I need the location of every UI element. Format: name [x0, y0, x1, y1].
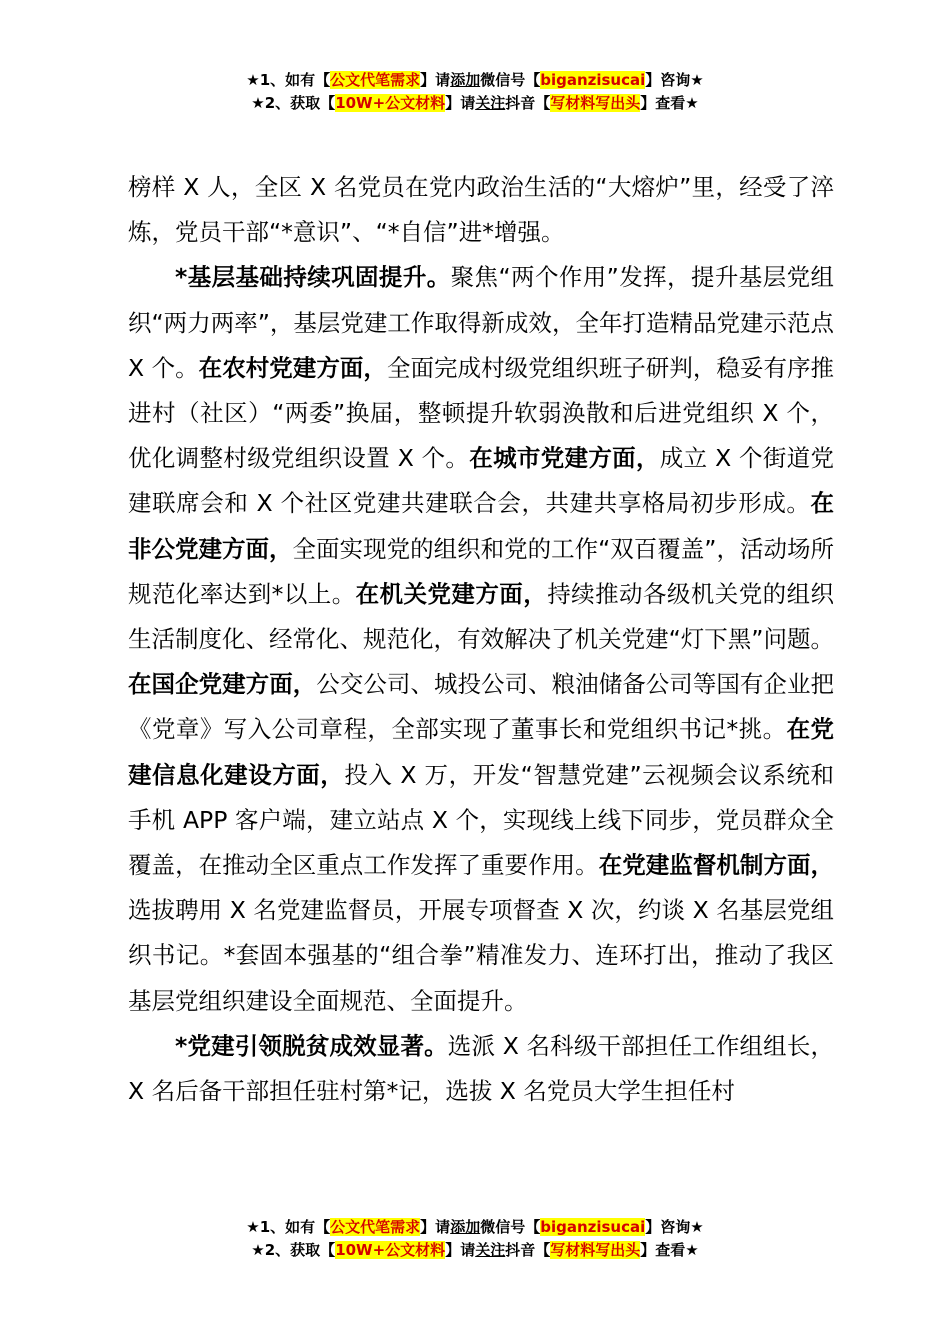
subsection-heading: 在机关党建方面， [355, 579, 548, 608]
document-body [128, 165, 834, 1114]
subsection-heading: 在国企党建方面， [128, 670, 317, 699]
banner-highlight: biganzisucai [540, 71, 646, 89]
banner-text: 】查看★ [640, 1241, 699, 1259]
banner-highlight: 公文代笔需求 [330, 1218, 421, 1236]
banner-highlight: 10W+公文材料 [335, 1241, 446, 1259]
paragraph-text: 全面实现党的组织和党的工作“双百覆盖”，活动场所规范化率达到*以上。 [128, 534, 835, 608]
subsection-heading: 在农村党建方面， [198, 353, 387, 382]
paragraph-heading: *党建引领脱贫成效显著。 [175, 1031, 448, 1060]
banner-underlined: 添加 [450, 71, 481, 89]
banner-text: 】咨询★ [645, 71, 704, 89]
paragraph-heading: *基层基础持续巩固提升。 [175, 263, 451, 292]
paragraph-text: 选拔聘用 X 名党建监督员，开展专项督查 X 次，约谈 X 名基层党组织书记。*套固本强基的“组合拳”精准发力、连环打出，推动了我区基层党组织建设全面规范、全面提升。 [128, 896, 834, 1015]
banner-text: 】请 [420, 1218, 451, 1236]
banner-text: 微信号【 [480, 1218, 541, 1236]
paragraph-text: 投入 X 万，开发“智慧党建”云视频会议系统和手机 APP 客户端，建立站点 X 个，实现线上线下同步，党员群众全覆盖，在推动全区重点工作发挥了重要作用。 [128, 760, 835, 880]
banner-text: ★1、如有【 [246, 1218, 331, 1236]
banner-text: 】请 [420, 71, 451, 89]
banner-line-2 [0, 92, 950, 115]
banner-underlined: 添加 [450, 1218, 481, 1236]
footer-banner [0, 1216, 950, 1262]
banner-text: 抖音【 [505, 94, 551, 112]
banner-highlight: biganzisucai [540, 1218, 646, 1236]
paragraph-text: 聚焦“两个作用”发挥，提升基层党组织“两力两率”，基层党建工作取得新成效，全年打造精品党建示范点 X 个。 [128, 263, 834, 382]
paragraph-text: 持续推动各级机关党的组织生活制度化、经常化、规范化，有效解决了机关党建“灯下黑”问题。 [128, 579, 835, 654]
banner-text: 】请 [445, 94, 476, 112]
subsection-heading: 在党建信息化建设方面， [128, 715, 835, 789]
banner-underlined: 关注 [475, 1241, 506, 1259]
banner-highlight: 写材料写出头 [550, 94, 641, 112]
banner-text: 】查看★ [640, 94, 699, 112]
banner-line-2 [0, 1239, 950, 1262]
banner-text: ★1、如有【 [246, 71, 331, 89]
subsection-heading: 在党建监督机制方面， [598, 851, 835, 880]
paragraph-text: 公交公司、城投公司、粮油储备公司等国有企业把《党章》写入公司章程，全部实现了董事长和党组织书记*挑。 [128, 670, 835, 744]
banner-line-1 [0, 1216, 950, 1239]
banner-underlined: 关注 [475, 94, 506, 112]
paragraph-text: 选派 X 名科级干部担任工作组组长，X 名后备干部担任驻村第*记，选拔 X 名党员大学生担任村 [128, 1031, 834, 1106]
banner-line-1 [0, 69, 950, 92]
banner-text: 】咨询★ [645, 1218, 704, 1236]
banner-text: 】请 [445, 1241, 476, 1259]
paragraph-text: 全面完成村级党组织班子研判，稳妥有序推进村（社区）“两委”换届，整顿提升软弱涣散和后进党组织 X 个，优化调整村级党组织设置 X 个。 [128, 353, 835, 473]
paragraph-poverty [128, 1024, 834, 1114]
banner-highlight: 10W+公文材料 [335, 94, 446, 112]
header-banner [0, 69, 950, 115]
banner-text: 抖音【 [505, 1241, 551, 1259]
paragraph-grassroots [128, 255, 834, 1023]
banner-highlight: 写材料写出头 [550, 1241, 641, 1259]
subsection-heading: 在城市党建方面， [469, 444, 660, 473]
banner-text: 微信号【 [480, 71, 541, 89]
banner-text: ★2、获取【 [251, 94, 336, 112]
banner-text: ★2、获取【 [251, 1241, 336, 1259]
banner-highlight: 公文代笔需求 [330, 71, 421, 89]
paragraph-text: 榜样 X 人，全区 X 名党员在党内政治生活的“大熔炉”里，经受了淬炼，党员干部“*意识”、“*自信”进*增强。 [128, 173, 834, 247]
paragraph-continuation [128, 165, 834, 255]
paragraph-text: 成立 X 个街道党建联席会和 X 个社区党建共建联合会，共建共享格局初步形成。 [128, 444, 834, 518]
subsection-heading: 在非公党建方面， [128, 489, 834, 563]
